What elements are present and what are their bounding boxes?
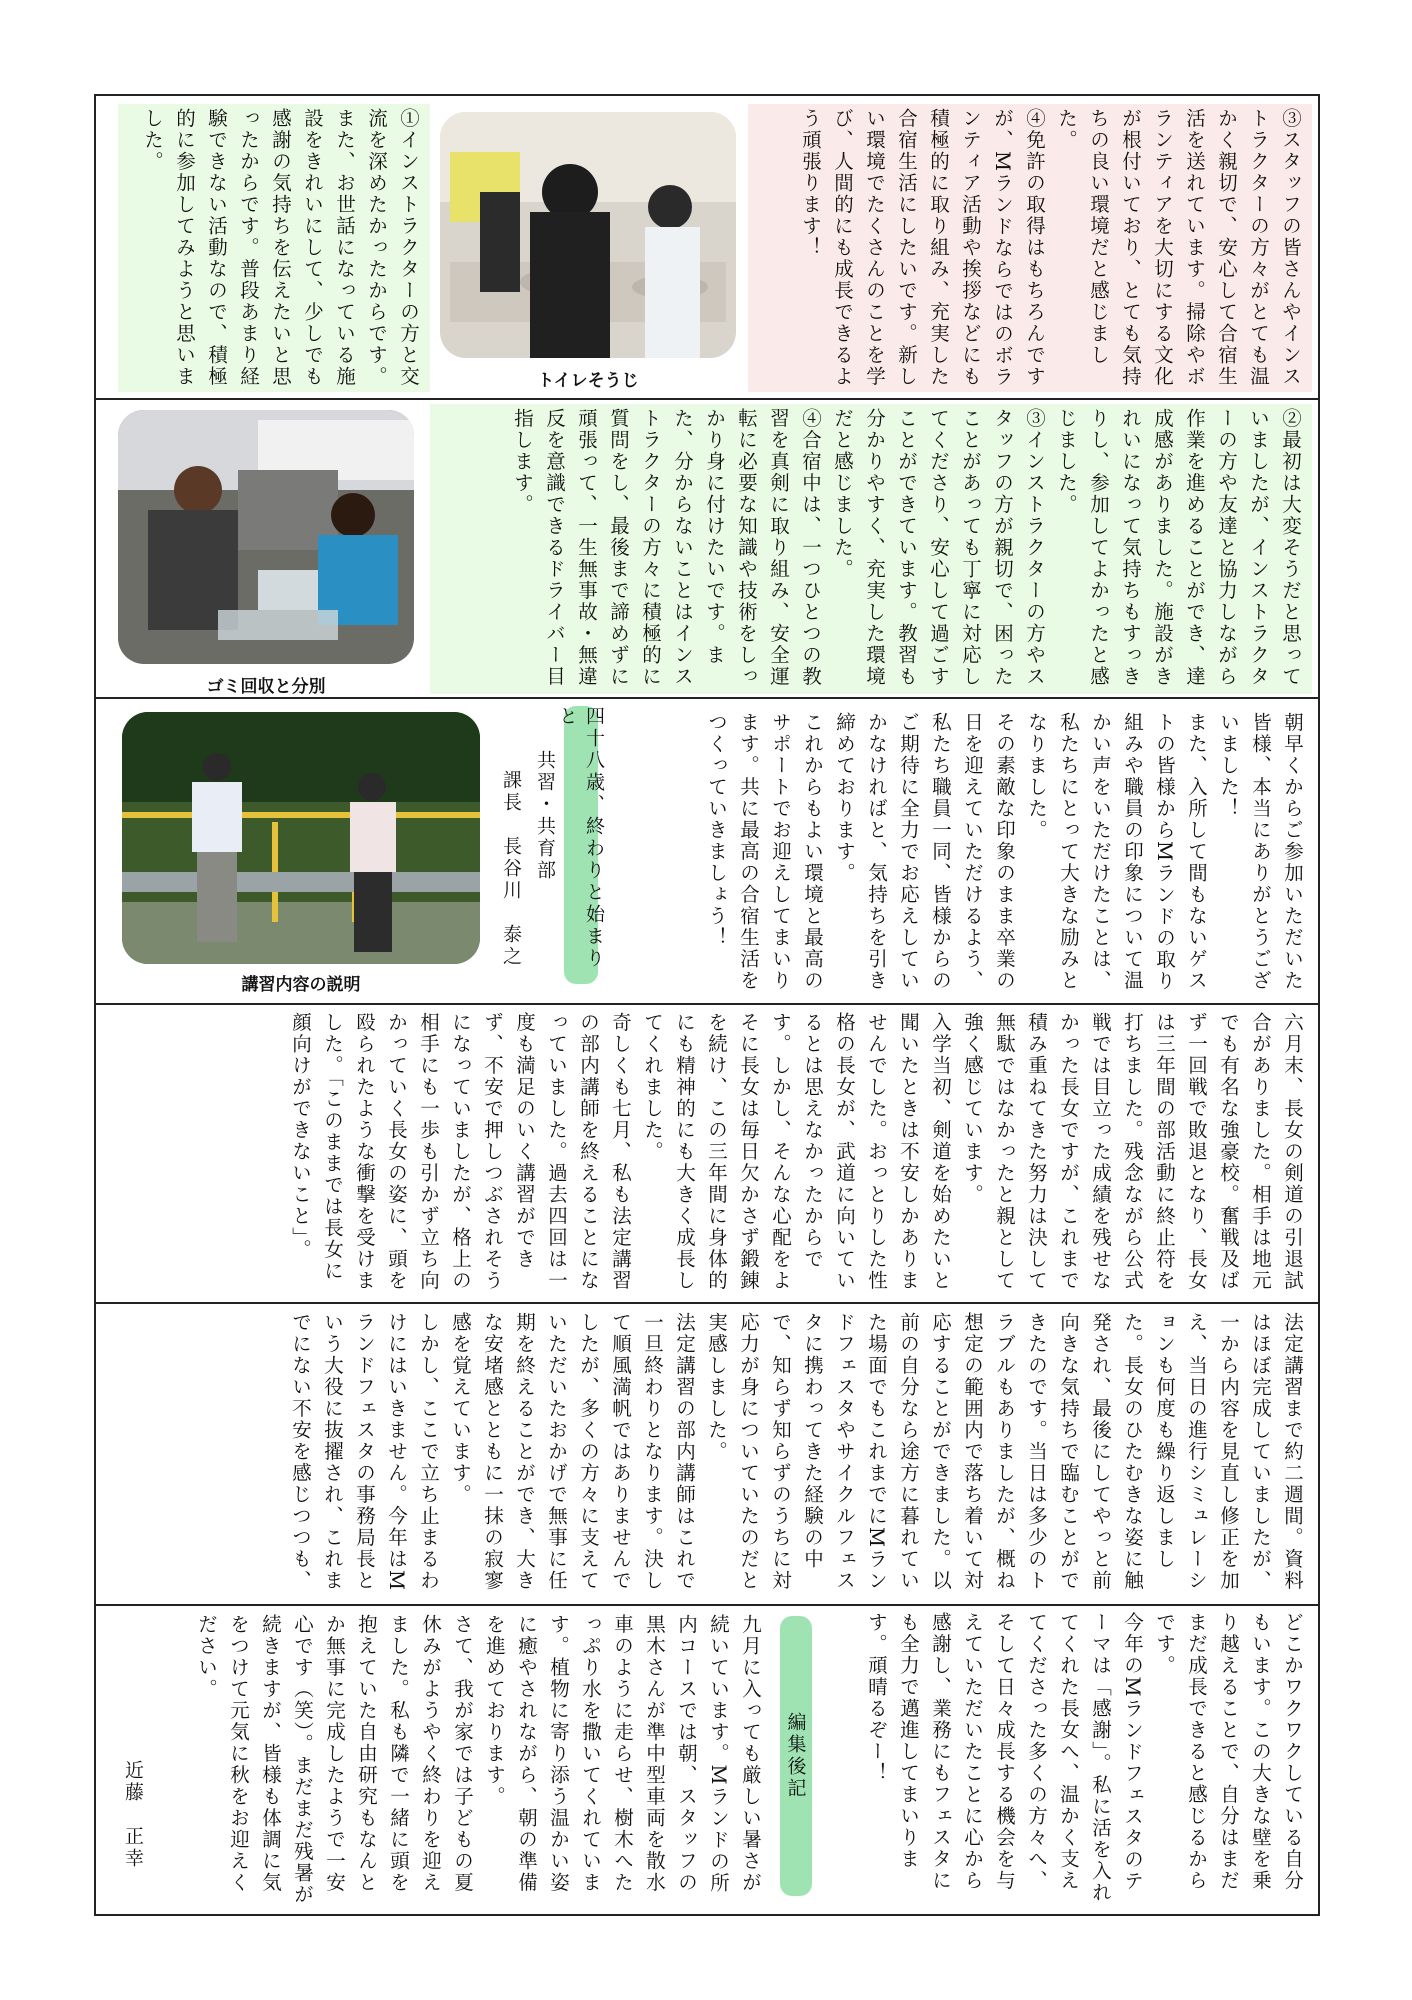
- row-divider: [94, 1302, 1320, 1304]
- volunteer-reason-text: ①インストラクターの方と交流を深めたかったからです。また、お世話になっている施設をきれいにして、少しでも感謝の気持ちを伝えたいと思ったからです。普段あまり経験できない活動なので、積極的に参加してみようと思いました。: [118, 104, 430, 392]
- garbage-sorting-photo: [118, 410, 414, 664]
- kendo-essay-text: 六月末、長女の剣道の引退試合がありました。相手は地元でも有名な強豪校。奮戦及ばず一回戦で敗退となり、長女は三年間の部活動に終止符を打ちました。残念ながら公式戦では目立った成績を残せなかった長女ですが、これまで積み重ねてきた努力は決して無駄ではなかったと親として強く感じています。 入学当初、剣道を始めたいと聞いたときは不安しかありませんでした。おっとりした性格の長女が、武道に向いているとは思えなかったからです。しかし、そんな心配をよそに長女は毎日欠かさず鍛錬を続け、この三年間に身体的にも精神的にも大きく成長してくれました。 奇しくも七月、私も法定講習の部内講師を終えることになっていました。過去四回は一度も満足のいく講習ができず、不安で押しつぶされそうになっていましたが、格上の相手にも一歩も引かず立ち向かっていく長女の姿に、頭を殴られたような衝撃を受けました。「このままでは長女に顔向けができないこと」。: [289, 1012, 1304, 1292]
- thanks-text: 朝早くからご参加いただいた皆様、本当にありがとうございました！ また、入所して間もないゲストの皆様からMランドの取り組みや職員の印象について温かい声をいただけたことは、私たちにとって大きな励みとなりました。 その素敵な印象のまま卒業の日を迎えていただけるよう、私たち職員一同、皆様からのご期待に全力でお応えしていかなければと、気持ちを引き締めております。 これからもよい環境と最高のサポートでお迎えしてまいります。共に最高の合宿生活をつくっていきましょう！: [705, 712, 1304, 992]
- author-dept: 共習・共育部: [534, 750, 556, 882]
- row-divider: [94, 1003, 1320, 1005]
- editor-postscript-text: 九月に入っても厳しい暑さが続いています。Mランドの所内コースでは朝、スタッフの黒木さんが準中型車両を散水車のように走らせ、樹木へたっぷり水を撒いてくれています。植物に寄り添う温かい姿に癒やされながら、朝の準備を進めております。 さて、我が家では子どもの夏休みがようやく終わりを迎えました。私も隣で一緒に頭を抱えていた自由研究もなんとか無事に完成したようで一安心です（笑）。まだまだ残暑が続きますが、皆様も体調に気をつけて元気に秋をお迎えください。: [195, 1614, 762, 1906]
- row-divider: [94, 1604, 1320, 1606]
- essay-title: 四十八歳、終わりと始まりと: [564, 706, 598, 984]
- photo-caption: 講習内容の説明: [241, 975, 361, 995]
- festa-essay-text: どこかワクワクしている自分もいます。この大きな壁を乗り越えることで、自分はまだまだ成長できると感じるからです。 今年のMランドフェスタのテーマは「感謝」。私に活を入れてくれた長女へ、温かく支えてくださった多くの方々へ、そして日々成長する機会を与えていただいたことに心から感謝し、業務にもフェスタにも全力で邁進してまいります。頑晴るぞー！: [865, 1612, 1304, 1904]
- editor-name: 近藤 正幸: [122, 1760, 144, 1870]
- editor-title: 編集後記: [780, 1616, 812, 1896]
- author-name: 課長 長谷川 泰之: [500, 770, 522, 968]
- staff-impression-text: ③スタッフの皆さんやインストラクターの方々がとても温かく親切で、安心して合宿生活を送れています。掃除やボランティアを大切にする文化が根付いており、とても気持ちの良い環境だと感じました。 ④免許の取得はもちろんですが、Mランドならではのボランティア活動や挨拶などにも積極的に取り組み、充実した合宿生活にしたいです。新しい環境でたくさんのことを学び、人間的にも成長できるよう頑張ります！: [748, 104, 1312, 392]
- photo-caption: トイレそうじ: [537, 371, 639, 391]
- lecture-essay-text: 法定講習まで約二週間。資料はほぼ完成していましたが、一から内容を見直し修正を加え、当日の進行シミュレーションも何度も繰り返しました。長女のひたむきな姿に触発され、最後にしてやっと前向きな気持ちで臨むことができたのです。当日は多少のトラブルもありましたが、概ね想定の範囲内で落ち着いて対応することができました。以前の自分なら途方に暮れていた場面でもこれまでにMランドフェスタやサイクルフェスタに携わってきた経験の中で、知らず知らずのうちに対応力が身についていたのだと実感しました。 法定講習の部内講師はこれで一旦終わりとなります。決して順風満帆ではありませんでしたが、多くの方々に支えていただいたおかげで無事に任期を終えることができ、大きな安堵感とともに一抹の寂寥感を覚えています。 しかし、ここで立ち止まるわけにはいきません。今年はMランドフェスタの事務局長という大役に抜擢され、これまでにない不安を感じつつも、: [289, 1312, 1304, 1592]
- toilet-cleaning-photo: [440, 112, 736, 358]
- participant-comments-text: ②最初は大変そうだと思っていましたが、インストラクターの方や友達と協力しながら作業を進めることができ、達成感がありました。施設がきれいになって気持ちもすっきりし、参加してよかったと感じました。 ③インストラクターの方やスタッフの方が親切で、困ったことがあっても丁寧に対応してくださり、安心して過ごすことができています。教習も分かりやすく、充実した環境だと感じました。 ④合宿中は、一つひとつの教習を真剣に取り組み、安全運転に必要な知識や技術をしっかり身に付けたいです。また、分からないことはインストラクターの方々に積極的に質問をし、最後まで諦めずに頑張って、一生無事故・無違反を意識できるドライバー目指します。: [430, 404, 1312, 694]
- row-divider: [94, 398, 1320, 400]
- lecture-explanation-photo: [122, 712, 480, 964]
- row-divider: [94, 697, 1320, 699]
- photo-caption: ゴミ回収と分別: [206, 677, 326, 697]
